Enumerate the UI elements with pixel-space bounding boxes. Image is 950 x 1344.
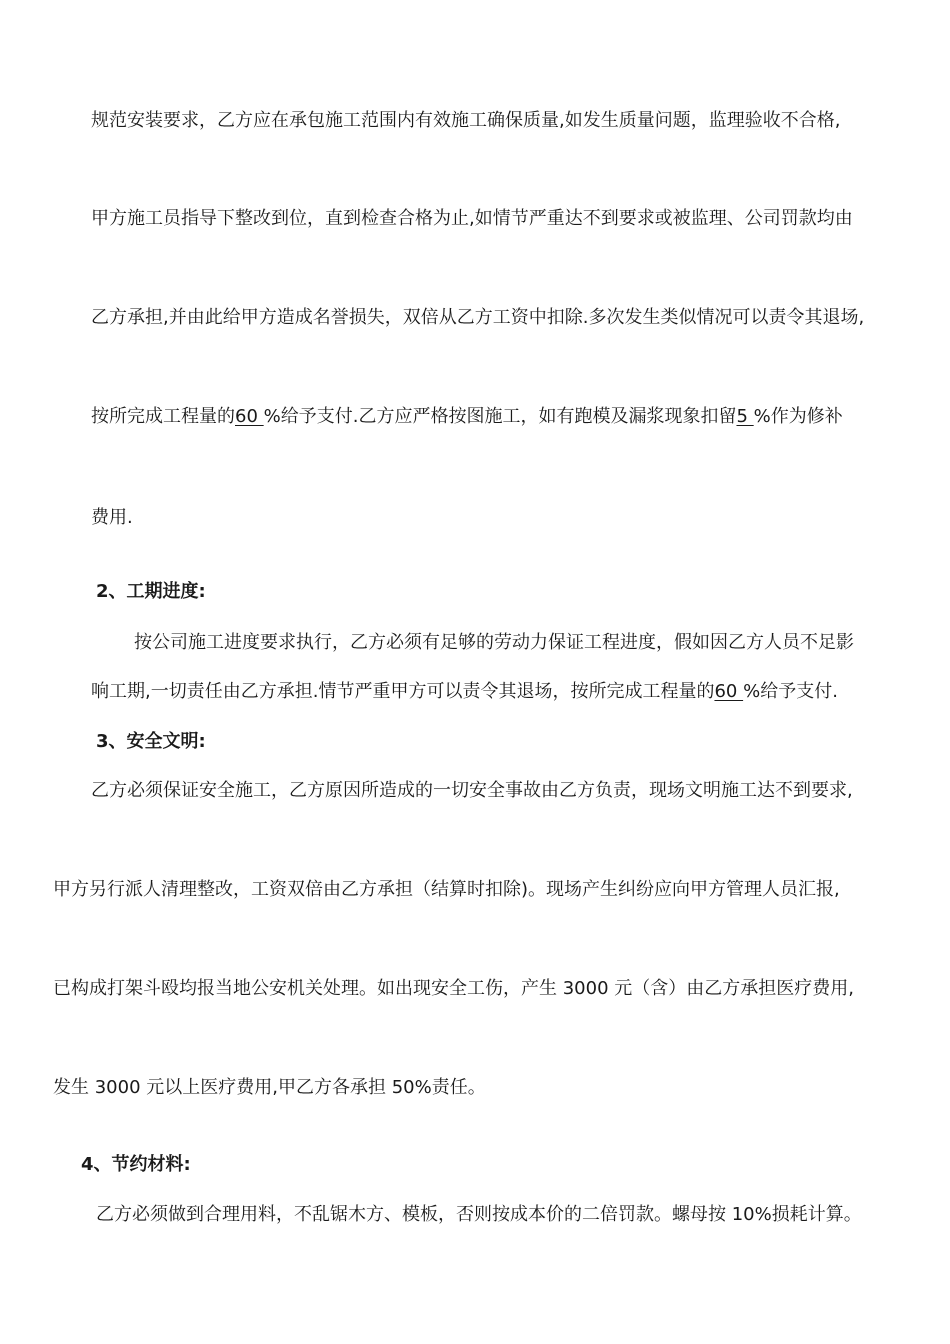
blank-field-value: 5 (736, 406, 754, 427)
paragraph-line: 乙方承担,并由此给甲方造成名誉损失，双倍从乙方工资中扣除.多次发生类似情况可以责令其退场, (91, 307, 865, 328)
text-segment: 响工期,一切责任由乙方承担.情节严重甲方可以责令其退场，按所完成工程量的 (91, 681, 715, 702)
paragraph-line (91, 405, 843, 429)
paragraph-line: 甲方另行派人清理整改，工资双倍由乙方承担（结算时扣除)。现场产生纠纷应向甲方管理人员汇报, (53, 879, 840, 900)
section-heading: 3、安全文明: (96, 731, 206, 752)
paragraph-line: 乙方必须做到合理用料，不乱锯木方、模板，否则按成本价的二倍罚款。螺母按 10%损耗计算。 (96, 1204, 862, 1225)
section-heading: 4、节约材料: (81, 1154, 191, 1175)
paragraph-line (91, 680, 838, 704)
text-segment: 按所完成工程量的 (91, 406, 235, 427)
paragraph-line: 甲方施工员指导下整改到位，直到检查合格为止,如情节严重达不到要求或被监理、公司罚款均由 (91, 208, 853, 229)
paragraph-line: 规范安装要求，乙方应在承包施工范围内有效施工确保质量,如发生质量问题，监理验收不合格, (91, 110, 841, 131)
text-segment: %给予支付. (743, 681, 838, 702)
blank-field-value: 60 (235, 406, 264, 427)
paragraph-line: 发生 3000 元以上医疗费用,甲乙方各承担 50%责任。 (53, 1077, 486, 1098)
paragraph-line: 费用. (91, 507, 133, 528)
section-heading: 2、工期进度: (96, 581, 206, 602)
text-segment: %给予支付.乙方应严格按图施工，如有跑模及漏浆现象扣留 (263, 406, 737, 427)
paragraph-line: 乙方必须保证安全施工，乙方原因所造成的一切安全事故由乙方负责，现场文明施工达不到要求, (91, 780, 853, 801)
paragraph-line: 已构成打架斗殴均报当地公安机关处理。如出现安全工伤，产生 3000 元（含）由乙方承担医疗费用, (53, 978, 854, 999)
text-segment: %作为修补 (753, 406, 843, 427)
paragraph-line: 按公司施工进度要求执行，乙方必须有足够的劳动力保证工程进度，假如因乙方人员不足影 (134, 632, 854, 653)
blank-field-value: 60 (714, 681, 744, 702)
